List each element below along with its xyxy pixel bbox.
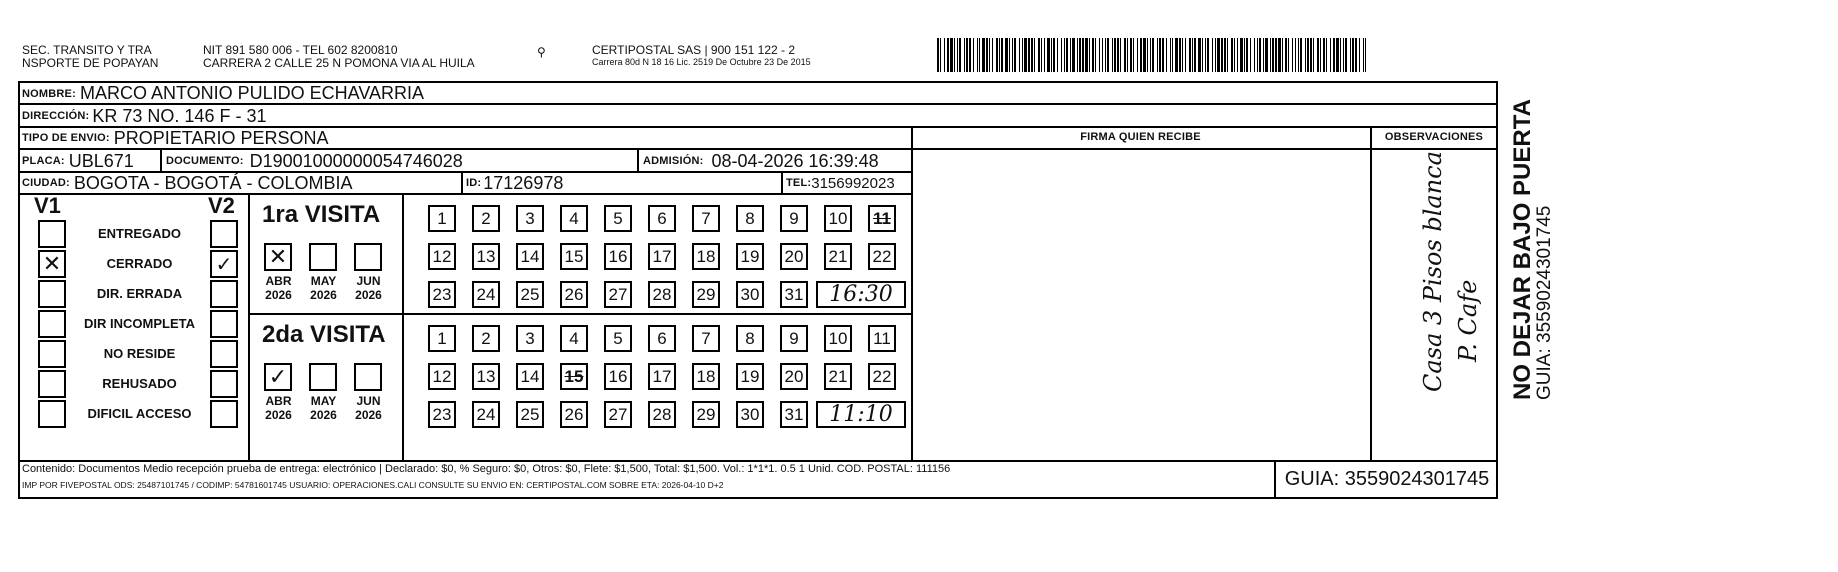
v1-checkbox-6[interactable]: [38, 400, 66, 428]
direccion-value: KR 73 NO. 146 F - 31: [92, 105, 267, 126]
day-box[interactable]: 4: [560, 205, 588, 232]
day-box[interactable]: 2: [472, 205, 500, 232]
day-box[interactable]: 5: [604, 205, 632, 232]
day-box[interactable]: 5: [604, 325, 632, 352]
day-box[interactable]: 25: [516, 281, 544, 308]
tipo-label: TIPO DE ENVIO:: [22, 132, 110, 144]
day-box[interactable]: 13: [472, 363, 500, 390]
month-name: ABR: [265, 394, 292, 408]
day-box[interactable]: 24: [472, 401, 500, 428]
day-box[interactable]: 9: [780, 205, 808, 232]
day-box[interactable]: 31: [780, 401, 808, 428]
v1-checkbox-5[interactable]: [38, 370, 66, 398]
month-checkbox[interactable]: [309, 243, 337, 271]
small-logo-icon: ⚲: [537, 45, 546, 59]
month-label: [301, 394, 346, 422]
day-box[interactable]: 22: [868, 243, 896, 270]
day-box[interactable]: 9: [780, 325, 808, 352]
day-box[interactable]: 16: [604, 363, 632, 390]
day-box[interactable]: 24: [472, 281, 500, 308]
day-box[interactable]: 25: [516, 401, 544, 428]
v2-checkbox-5[interactable]: [210, 370, 238, 398]
observaciones-label: OBSERVACIONES: [1384, 131, 1484, 143]
placa-field: [22, 151, 134, 171]
day-box[interactable]: 12: [428, 243, 456, 270]
day-box[interactable]: 29: [692, 281, 720, 308]
day-box[interactable]: 30: [736, 281, 764, 308]
day-box[interactable]: 4: [560, 325, 588, 352]
id-label: ID:: [466, 177, 482, 189]
month-name: JUN: [356, 274, 381, 288]
col-divider: [637, 148, 639, 171]
day-box[interactable]: 13: [472, 243, 500, 270]
day-box[interactable]: 19: [736, 243, 764, 270]
day-box[interactable]: 21: [824, 363, 852, 390]
ciudad-value: BOGOTA - BOGOTÁ - COLOMBIA: [73, 172, 353, 193]
status-label: DIR. ERRADA: [96, 286, 183, 301]
v2-checkbox-6[interactable]: [210, 400, 238, 428]
month-checkbox[interactable]: [354, 243, 382, 271]
v1-checkbox-4[interactable]: [38, 340, 66, 368]
tel-value: 3156992023: [811, 174, 895, 192]
day-box[interactable]: 8: [736, 325, 764, 352]
day-box[interactable]: 10: [824, 325, 852, 352]
visit-title: 2da VISITA: [262, 321, 386, 348]
day-box[interactable]: 27: [604, 401, 632, 428]
v2-checkbox-0[interactable]: [210, 220, 238, 248]
col-divider: [1370, 126, 1372, 460]
month-label: [256, 394, 301, 422]
placa-label: PLACA:: [22, 155, 65, 167]
day-box[interactable]: 28: [648, 401, 676, 428]
month-name: MAY: [310, 274, 337, 288]
day-box[interactable]: 11: [868, 205, 896, 232]
day-box[interactable]: 14: [516, 243, 544, 270]
documento-field: [166, 151, 463, 171]
placa-value: UBL671: [68, 150, 134, 171]
col-divider: [160, 148, 162, 171]
time-written: 16:30: [816, 281, 906, 308]
status-label: REHUSADO: [102, 376, 177, 391]
v2-checkbox-3[interactable]: [210, 310, 238, 338]
observacion-line-1: Casa 3 Pisos blanca: [1419, 151, 1447, 392]
sender-info: [203, 44, 475, 70]
tel-label: TEL:: [786, 177, 812, 189]
v1-checkbox-0[interactable]: [38, 220, 66, 248]
tel-field: [786, 173, 895, 193]
tipo-value: PROPIETARIO PERSONA: [113, 127, 329, 148]
day-box[interactable]: 26: [560, 281, 588, 308]
month-year: 2026: [265, 408, 292, 422]
day-box[interactable]: 20: [780, 363, 808, 390]
firma-label: FIRMA QUIEN RECIBE: [1080, 131, 1201, 143]
day-box[interactable]: 3: [516, 205, 544, 232]
admision-field: [643, 151, 879, 171]
month-year: 2026: [355, 288, 382, 302]
documento-label: DOCUMENTO:: [166, 155, 244, 167]
day-box[interactable]: 10: [824, 205, 852, 232]
col-divider: [911, 126, 913, 460]
day-box[interactable]: 7: [692, 205, 720, 232]
direccion-label: DIRECCIÓN:: [22, 110, 90, 122]
time-written: 11:10: [816, 401, 906, 428]
tipo-row: [22, 128, 328, 148]
month-checkbox[interactable]: [309, 363, 337, 391]
v1-checkbox-3[interactable]: [38, 310, 66, 338]
day-box[interactable]: 27: [604, 281, 632, 308]
day-box[interactable]: 11: [868, 325, 896, 352]
status-label: CERRADO: [106, 256, 173, 271]
status-label: ENTREGADO: [97, 226, 182, 241]
month-checkbox[interactable]: ✕: [264, 243, 292, 271]
day-box[interactable]: 2: [472, 325, 500, 352]
v2-checkbox-1[interactable]: ✓: [210, 250, 238, 278]
day-box[interactable]: 3: [516, 325, 544, 352]
observacion-line-2: P. Cafe: [1454, 279, 1482, 362]
sender-line-1: SEC. TRANSITO Y TRA: [22, 43, 152, 57]
imp-text: IMP POR FIVEPOSTAL ODS: 25487101745 / CODIMP: 54781601745 USUARIO: OPERACIONES.CALI CONSULTE SU ENVIO EN: CERTIPOSTAL.COM SOBRE ETA: 2026-04-10 D+2: [22, 480, 724, 490]
month-checkbox[interactable]: ✓: [264, 363, 292, 391]
visit-divider: [248, 313, 911, 315]
month-checkbox[interactable]: [354, 363, 382, 391]
status-label: DIR INCOMPLETA: [84, 316, 195, 331]
v1-checkbox-1[interactable]: ✕: [38, 250, 66, 278]
contenido-text: Contenido: Documentos Medio recepción prueba de entrega: electrónico | Declarado: $0, % Seguro: $0, Otros: $0, Flete: $1,500, Total: $1,500. Vol.: 1*1*1. 0.5 1 Unid. COD. POSTAL: 111156: [22, 463, 951, 475]
status-label: DIFICIL ACCESO: [87, 406, 192, 421]
day-box[interactable]: 17: [648, 363, 676, 390]
day-box[interactable]: 15: [560, 243, 588, 270]
company-license: Carrera 80d N 18 16 Lic. 2519 De Octubre 23 De 2015: [592, 57, 811, 67]
sender-address: CARRERA 2 CALLE 25 N POMONA VIA AL HUILA: [203, 56, 475, 70]
day-box[interactable]: 14: [516, 363, 544, 390]
month-year: 2026: [310, 288, 337, 302]
day-box[interactable]: 12: [428, 363, 456, 390]
month-label: [256, 274, 301, 302]
day-box[interactable]: 15: [560, 363, 588, 390]
v1-checkbox-2[interactable]: [38, 280, 66, 308]
col-divider: [781, 171, 783, 193]
sender-nit: NIT 891 580 006 - TEL 602 8200810: [203, 43, 398, 57]
col-divider: [461, 171, 463, 193]
admision-value: 08-04-2026 16:39:48: [711, 150, 879, 171]
month-label: [346, 274, 391, 302]
documento-value: D19001000000054746028: [249, 150, 463, 171]
month-year: 2026: [355, 408, 382, 422]
side-guia-text: GUIA: 3559024301745: [1534, 205, 1555, 400]
no-dejar-text: NO DEJAR BAJO PUERTA: [1509, 99, 1536, 400]
day-box[interactable]: 6: [648, 325, 676, 352]
company-name: CERTIPOSTAL SAS | 900 151 122 - 2: [592, 43, 795, 57]
sender-line-2: NSPORTE DE POPAYAN: [22, 56, 159, 70]
admision-label: ADMISIÓN:: [643, 155, 704, 167]
status-label: NO RESIDE: [103, 346, 176, 361]
visit-title: 1ra VISITA: [262, 201, 381, 228]
day-box[interactable]: 21: [824, 243, 852, 270]
day-box[interactable]: 16: [604, 243, 632, 270]
day-box[interactable]: 23: [428, 401, 456, 428]
day-box[interactable]: 8: [736, 205, 764, 232]
nombre-label: NOMBRE:: [22, 87, 76, 100]
month-name: ABR: [265, 274, 292, 288]
nombre-row: [22, 84, 424, 103]
day-box[interactable]: 17: [648, 243, 676, 270]
day-box[interactable]: 29: [692, 401, 720, 428]
id-field: [466, 173, 563, 193]
day-box[interactable]: 18: [692, 243, 720, 270]
day-box[interactable]: 1: [428, 205, 456, 232]
month-year: 2026: [265, 288, 292, 302]
day-box[interactable]: 19: [736, 363, 764, 390]
v2-label: V2: [208, 193, 235, 218]
barcode: [937, 38, 1369, 76]
month-name: JUN: [356, 394, 381, 408]
v2-checkbox-4[interactable]: [210, 340, 238, 368]
v2-checkbox-2[interactable]: [210, 280, 238, 308]
day-box[interactable]: 22: [868, 363, 896, 390]
direccion-row: [22, 106, 266, 126]
ciudad-label: CIUDAD:: [22, 177, 70, 189]
ciudad-field: [22, 173, 353, 193]
day-box[interactable]: 30: [736, 401, 764, 428]
month-year: 2026: [310, 408, 337, 422]
id-value: 17126978: [483, 172, 564, 193]
day-box[interactable]: 6: [648, 205, 676, 232]
day-box[interactable]: 26: [560, 401, 588, 428]
sender-name: [22, 44, 158, 70]
side-text: [1511, 99, 1555, 400]
company-info: [592, 44, 811, 67]
col-divider: [248, 193, 250, 460]
obs-divider: [1370, 148, 1498, 150]
col-divider: [402, 193, 404, 460]
month-name: MAY: [310, 394, 337, 408]
day-box[interactable]: 20: [780, 243, 808, 270]
guia-footer: GUIA: 3559024301745: [1284, 468, 1490, 490]
day-box[interactable]: 18: [692, 363, 720, 390]
day-box[interactable]: 28: [648, 281, 676, 308]
day-box[interactable]: 31: [780, 281, 808, 308]
month-label: [301, 274, 346, 302]
day-box[interactable]: 7: [692, 325, 720, 352]
day-box[interactable]: 1: [428, 325, 456, 352]
nombre-value: MARCO ANTONIO PULIDO ECHAVARRIA: [79, 83, 425, 103]
month-label: [346, 394, 391, 422]
v1-label: V1: [34, 193, 61, 218]
day-box[interactable]: 23: [428, 281, 456, 308]
